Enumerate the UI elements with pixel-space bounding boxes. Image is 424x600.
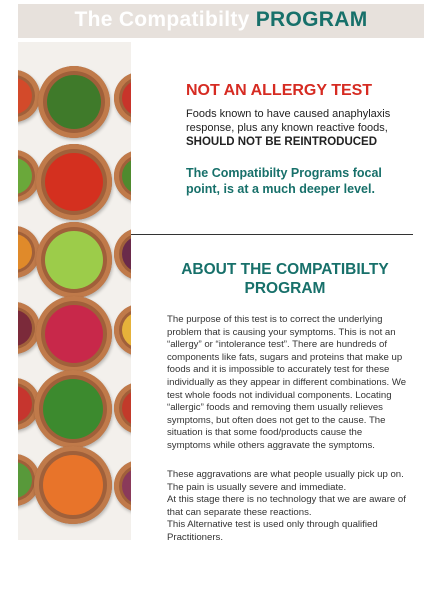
bowl-red-peppers (36, 144, 112, 220)
about-notes (167, 469, 407, 545)
title-part-1: The Compatibilty (74, 8, 250, 31)
section-divider (131, 234, 413, 235)
bowl (114, 304, 131, 356)
not-allergy-body: Foods known to have caused anaphylaxis response, plus any known reactive foods, (186, 108, 391, 134)
about-line-2: The pain is usually severe and immediate. (167, 481, 347, 493)
bowl (114, 460, 131, 512)
title-banner (18, 4, 424, 38)
bowl (114, 72, 131, 124)
about-heading: ABOUT THE COMPATIBILTY PROGRAM (181, 261, 389, 297)
about-line-3: At this stage there is no technology that we are aware of that can separate these reactions. (167, 494, 406, 518)
title-part-2: PROGRAM (255, 8, 368, 31)
bowl (114, 228, 131, 280)
bowl (114, 150, 131, 202)
bowl-green-apple (36, 222, 112, 298)
bowl (18, 70, 40, 122)
bowl-green-beans (34, 370, 112, 448)
not-allergy-heading: NOT AN ALLERGY TEST (186, 82, 373, 99)
bowl-herbs (38, 66, 110, 138)
about-line-1: These aggravations are what people usually pick up on. (167, 469, 404, 480)
focal-point-text: The Compatibilty Programs focal point, is at a much deeper level. (186, 166, 382, 196)
bowl-sweet-potato (34, 446, 112, 524)
page-title (18, 8, 424, 32)
bowl-raspberries (36, 296, 112, 372)
not-allergy-emphasis: SHOULD NOT BE REINTRODUCED (186, 136, 378, 148)
food-bowls-photo (18, 42, 131, 540)
about-paragraph: The purpose of this test is to correct the underlying problem that is causing your symptoms. This is not an “allergy” or “intolerance test”. There are hundreds of components like fats, sugars and proteins that make up foods and it is impossible to accurately test for these individually as they appear in different combinations. We test whole foods not individual components. Locating “allergic” foods and removing them usually relieves symptoms, but often does not get to the cause. The situation is that some food/products cause the symptoms while others aggravate the symptoms. (167, 314, 407, 451)
bowl (114, 382, 131, 434)
about-line-4: This Alternative test is used only through qualified Practitioners. (167, 519, 378, 543)
not-allergy-text (186, 107, 406, 149)
